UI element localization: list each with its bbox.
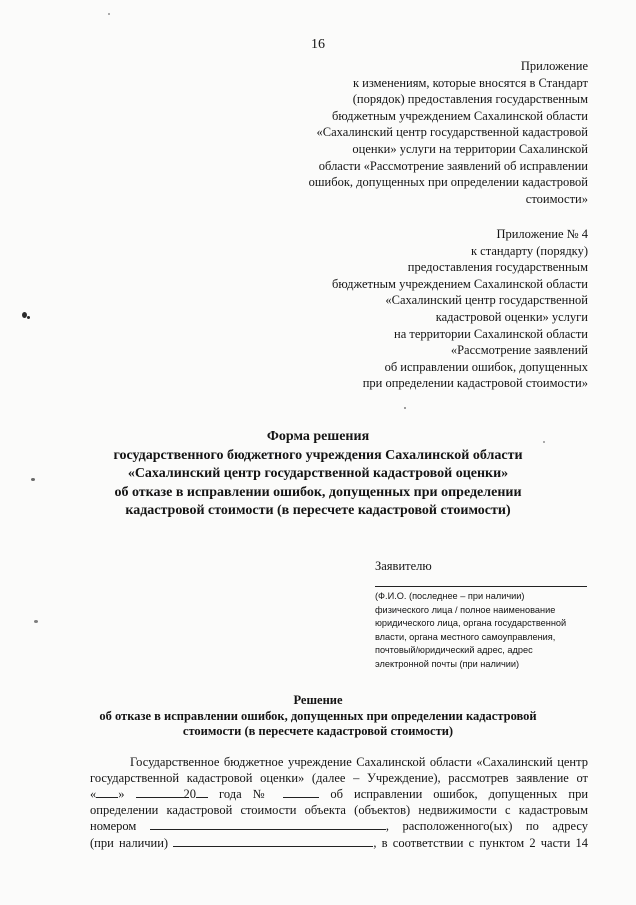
appendix-main-line: области «Рассмотрение заявлений об исправлении <box>318 158 588 173</box>
body-line: определении кадастровой стоимости объекта (объектов) недвижимости с кадастровым <box>90 802 588 817</box>
appendix-4-line: бюджетным учреждением Сахалинской области <box>332 276 588 291</box>
appendix-4-line: к стандарту (порядку) <box>470 243 588 258</box>
appendix-4-line: на территории Сахалинской области <box>394 326 588 341</box>
appendix-main-line: ошибок, допущенных при определении кадастровой <box>308 175 588 190</box>
decision-heading <box>0 693 636 740</box>
appendix-main-line: Приложение <box>520 59 588 73</box>
applicant-label: Заявителю <box>375 559 432 573</box>
address-optional-label: (при наличии) <box>90 835 169 850</box>
appendix-4-line: «Сахалинский центр государственной <box>385 293 588 308</box>
date-close-quote: » <box>118 787 125 802</box>
scan-speck <box>108 13 110 15</box>
applicant-block <box>375 559 587 672</box>
appendix-main-line: бюджетным учреждением Сахалинской области <box>332 108 588 123</box>
form-title <box>0 428 636 521</box>
month-blank <box>136 786 184 798</box>
legal-basis-text: , в соответствии с пунктом 2 части 14 <box>373 835 589 850</box>
appendix-4-line: кадастровой оценки» услуги <box>435 309 588 324</box>
appendix-main-header <box>309 58 588 207</box>
date-line-tail: об исправлении ошибок, допущенных при <box>330 787 589 802</box>
form-title-line: об отказе в исправлении ошибок, допущенных при определении <box>114 484 522 500</box>
cadastral-label: номером <box>90 819 137 834</box>
page-number: 16 <box>311 37 325 52</box>
day-blank <box>96 786 118 798</box>
form-title-line: «Сахалинский центр государственной кадастровой оценки» <box>127 466 509 481</box>
applicant-note-line: (Ф.И.О. (последнее – при наличии) <box>375 591 525 601</box>
body-line-address <box>90 835 588 852</box>
scan-speck <box>404 407 406 409</box>
appendix-main-line: к изменениям, которые вносятся в Стандарт <box>352 75 588 90</box>
applicant-note-line: электронной почты (при наличии) <box>375 658 520 669</box>
applicant-note-line: физического лица / полное наименование <box>375 604 556 615</box>
appendix-4-line: «Рассмотрение заявлений <box>450 343 588 358</box>
scan-speck <box>34 620 38 623</box>
appendix-main-line: «Сахалинский центр государственной кадастровой <box>316 125 588 140</box>
number-blank <box>283 786 319 798</box>
decision-heading-line: стоимости (в пересчете кадастровой стоимости) <box>182 724 454 738</box>
appendix-main-line: (порядок) предоставления государственным <box>352 92 588 107</box>
appendix-4-line: предоставления государственным <box>407 260 588 275</box>
appendix-4-line: при определении кадастровой стоимости» <box>362 376 588 391</box>
decision-body <box>90 755 588 852</box>
decision-heading-line: об отказе в исправлении ошибок, допущенных при определении кадастровой <box>99 708 537 723</box>
appendix-4-line: об исправлении ошибок, допущенных <box>384 359 588 374</box>
cadastral-number-blank <box>150 818 386 830</box>
applicant-note-line: почтовый/юридический адрес, адрес <box>375 645 533 656</box>
body-line: Государственное бюджетное учреждение Сахалинской области «Сахалинский центр <box>130 755 588 769</box>
year-blank <box>196 786 208 798</box>
applicant-note <box>375 590 587 672</box>
appendix-4-header <box>332 226 588 392</box>
scan-speck <box>543 441 545 443</box>
year-prefix: 20 <box>183 787 196 802</box>
decision-heading-line: Решение <box>293 693 343 707</box>
applicant-note-line: юридического лица, органа государственной <box>375 618 567 629</box>
applicant-note-line: власти, органа местного самоуправления, <box>375 631 556 642</box>
body-line-date <box>90 786 588 803</box>
body-line: государственной кадастровой оценки» (далее – Учреждение), рассмотрев заявление от <box>90 770 588 785</box>
appendix-main-line: оценки» услуги на территории Сахалинской <box>352 141 588 156</box>
scan-speck <box>27 316 30 319</box>
date-open-quote: « <box>90 787 97 802</box>
appendix-main-line: стоимости» <box>525 191 588 206</box>
scan-speck <box>31 478 35 481</box>
number-label: года № <box>219 787 273 802</box>
form-title-line: кадастровой стоимости (в пересчете кадастровой стоимости) <box>125 503 511 518</box>
address-blank <box>173 835 373 847</box>
form-title-line: государственного бюджетного учреждения Сахалинской области <box>113 447 523 463</box>
applicant-name-line <box>375 586 587 587</box>
body-line-cadastral <box>90 818 588 835</box>
form-title-line: Форма решения <box>266 429 370 444</box>
address-label: , расположенного(ых) по адресу <box>385 819 589 834</box>
appendix-4-line: Приложение № 4 <box>496 227 588 241</box>
